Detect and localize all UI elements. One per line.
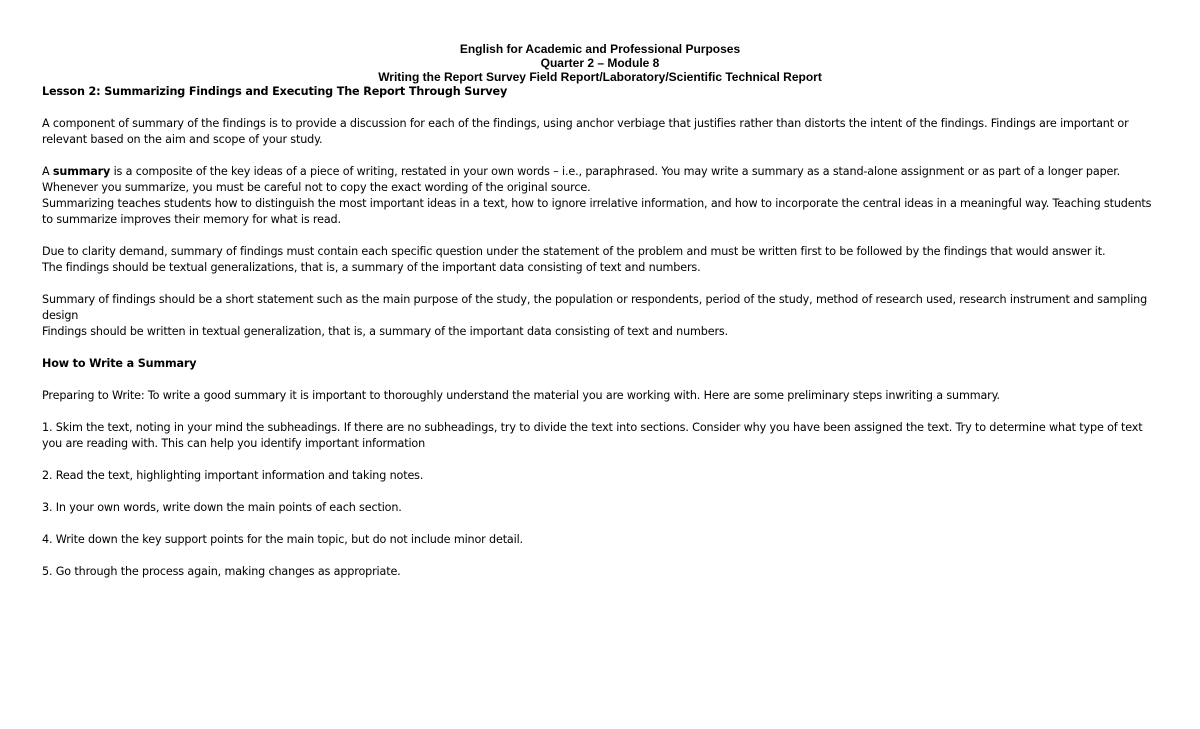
paragraph-findings-written: Findings should be written in textual generalization, that is, a summary of the important data consisting of text and numbers. <box>42 325 729 338</box>
how-to-heading: How to Write a Summary <box>42 357 197 370</box>
step-item: 1. Skim the text, noting in your mind the subheadings. If there are no subheadings, try to divide the text into sections. Consider why you have been assigned the text. Try to determine what type of text you are reading with. This can help you identify important information <box>42 421 1143 450</box>
summary-term: summary <box>52 165 111 178</box>
paragraph-textual-generalizations: The findings should be textual generalizations, that is, a summary of the important data consisting of text and numbers. <box>42 261 701 274</box>
paragraph-findings-discussion: A component of summary of the findings is to provide a discussion for each of the findings, using anchor verbiage that justifies rather than distorts the intent of the findings. Findings are important or relevant based on the aim and scope of your study. <box>42 117 1129 146</box>
document-header <box>42 42 1158 84</box>
module-title: Writing the Report Survey Field Report/Laboratory/Scientific Technical Report <box>378 70 822 84</box>
paragraph-short-statement: Summary of findings should be a short statement such as the main purpose of the study, the population or respondents, period of the study, method of research used, research instrument and sampling design <box>42 293 1148 322</box>
document-body <box>42 84 1158 580</box>
paragraph-summarizing-teaches: Summarizing teaches students how to distinguish the most important ideas in a text, how to ignore irrelative information, and how to incorporate the central ideas in a meaningful way. Teaching students to summarize improves their memory for what is read. <box>42 197 1152 226</box>
paragraph-clarity-demand: Due to clarity demand, summary of findings must contain each specific question under the statement of the problem and must be written first to be followed by the findings that would answer it. <box>42 245 1106 258</box>
summary-def-rest: is a composite of the key ideas of a piece of writing, restated in your own words – i.e., paraphrased. You may write a summary as a stand-alone assignment or as part of a longer paper. Whenever you summarize, you must be careful not to copy the exact wording of the original source. <box>42 165 1121 194</box>
document-page <box>42 42 1158 580</box>
step-item: 4. Write down the key support points for the main topic, but do not include minor detail. <box>42 533 523 546</box>
step-item: 2. Read the text, highlighting important information and taking notes. <box>42 469 424 482</box>
step-item: 5. Go through the process again, making changes as appropriate. <box>42 565 401 578</box>
summary-def-prefix: A <box>42 165 53 178</box>
quarter-module: Quarter 2 – Module 8 <box>540 56 660 70</box>
paragraph-summary-definition <box>42 164 1158 196</box>
course-title: English for Academic and Professional Purposes <box>459 42 741 56</box>
paragraph-preparing: Preparing to Write: To write a good summary it is important to thoroughly understand the material you are working with. Here are some preliminary steps inwriting a summary. <box>42 389 1000 402</box>
step-item: 3. In your own words, write down the main points of each section. <box>42 501 402 514</box>
lesson-title: Lesson 2: Summarizing Findings and Executing The Report Through Survey <box>42 85 508 98</box>
